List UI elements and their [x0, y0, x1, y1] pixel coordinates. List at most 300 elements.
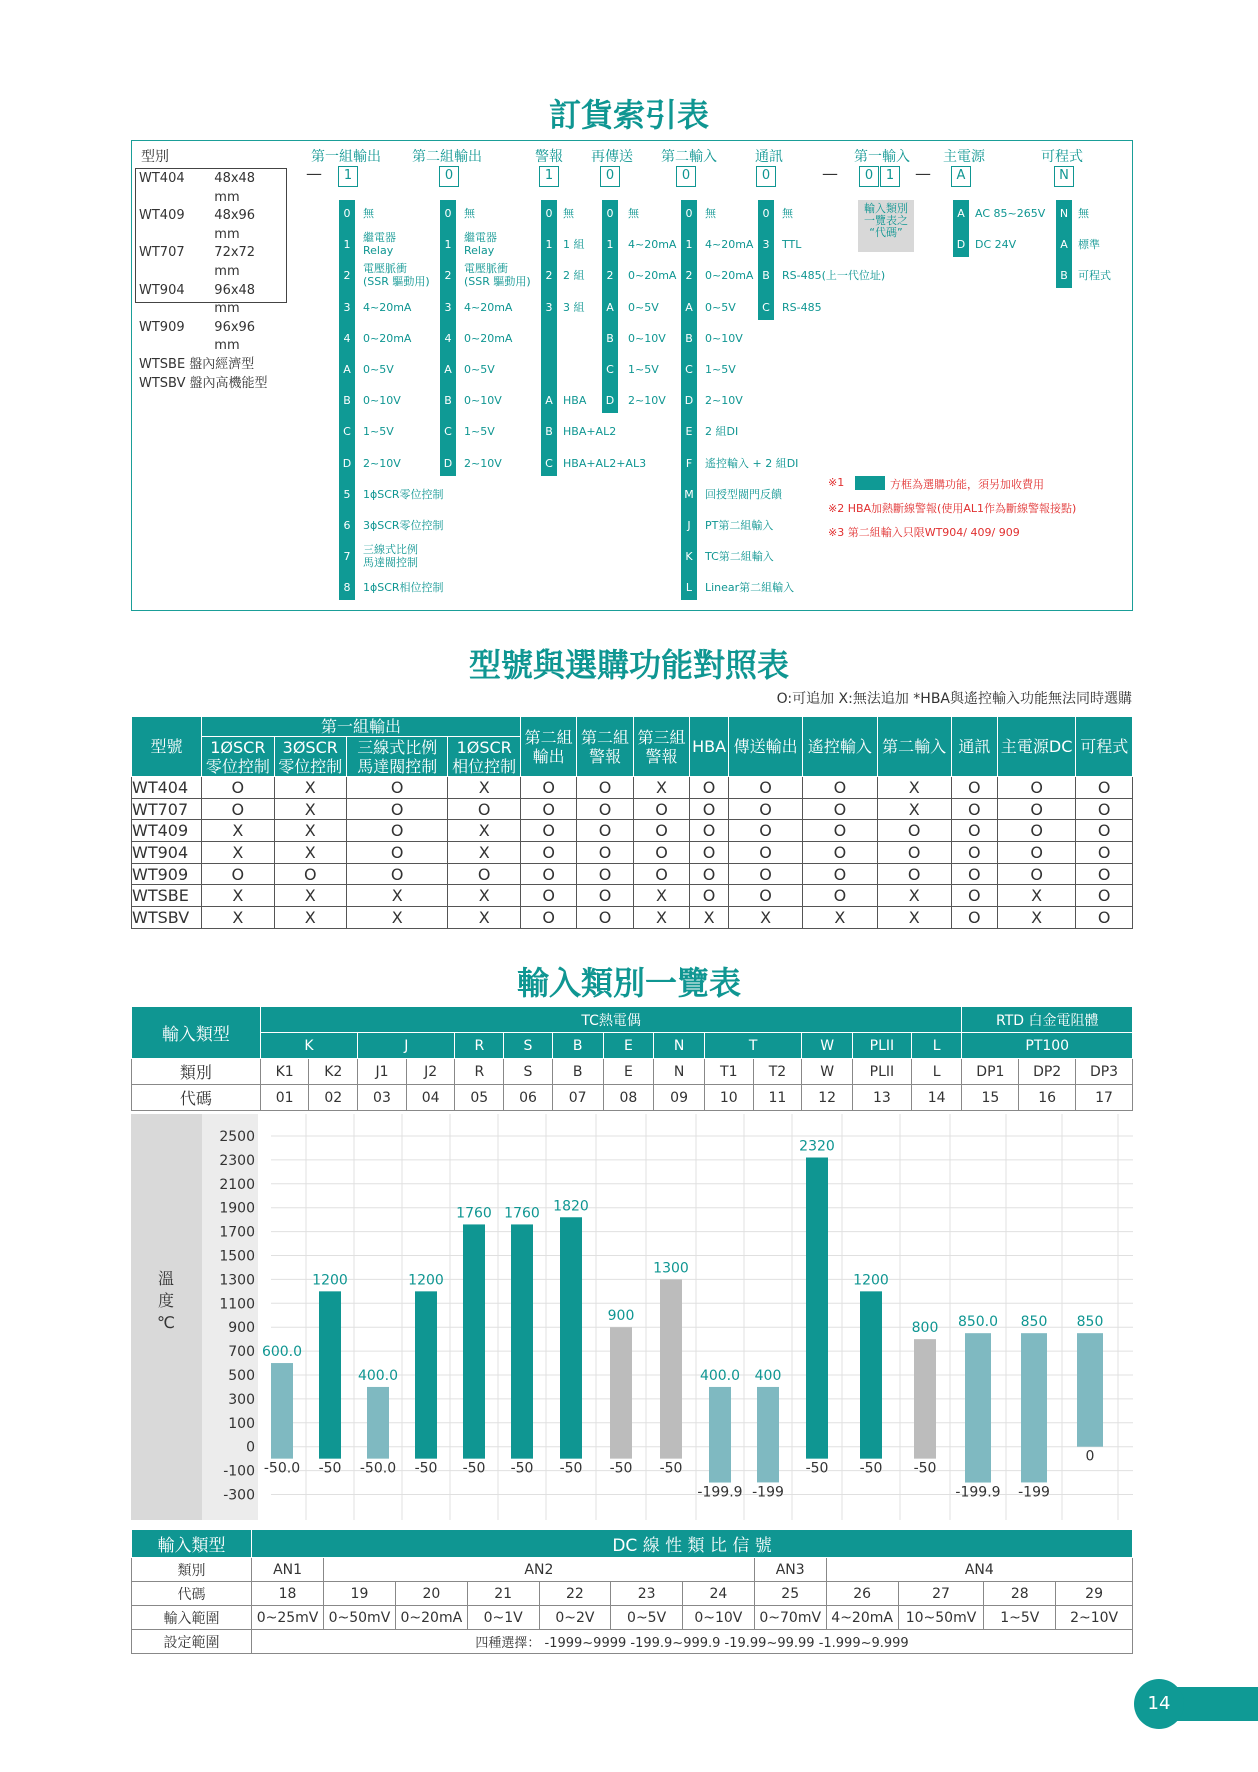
in2-code: C [685, 363, 693, 376]
comm-label: RS-485(上一代位址) [782, 269, 886, 283]
row-value: X [803, 907, 877, 929]
alarm-code: 1 [545, 238, 553, 252]
dc-code: 22 [539, 1582, 611, 1606]
alarm-label: HBA+AL2+AL3 [563, 456, 647, 470]
in2-code: J [687, 519, 691, 532]
header-output1-option: 3ØSCR 零位控制 [274, 737, 346, 777]
header-feature: 第二組 警報 [577, 717, 633, 777]
row-value: O [577, 798, 633, 820]
dc-header-row [132, 1530, 1133, 1558]
category-cell: T1 [704, 1059, 753, 1085]
max-value-label: 2320 [799, 1138, 835, 1155]
retrans-code: C [606, 363, 614, 376]
code-box: 1 [880, 166, 900, 187]
category-cell: S [504, 1059, 553, 1085]
alarm-label: HBA [563, 394, 587, 408]
out2-label: 電壓脈衝 (SSR 驅動用) [464, 262, 531, 289]
header-feature: 主電源DC [997, 717, 1076, 777]
input-code-row [132, 1085, 1133, 1111]
retrans-label: 4~20mA [628, 238, 677, 252]
row-value: O [803, 842, 877, 864]
row-value: O [690, 863, 729, 885]
out2-label: 0~5V [464, 363, 495, 376]
row-value: O [346, 798, 447, 820]
model-spec: 48x96 mm [214, 208, 256, 242]
row-value: O [448, 863, 520, 885]
retrans-label: 0~10V [628, 331, 666, 345]
category-cell: DP3 [1076, 1059, 1133, 1085]
input-category-row [132, 1059, 1133, 1085]
header-category: 類別 [132, 1059, 261, 1085]
out2-code: 0 [444, 207, 452, 220]
comm-code: 3 [762, 238, 770, 252]
min-value-label: -50.0 [263, 1460, 301, 1477]
dc-code: 20 [395, 1582, 467, 1606]
alarm-code: 2 [545, 269, 553, 283]
range-bar [965, 1333, 991, 1482]
input-header-row [132, 1007, 1133, 1033]
row-value: X [274, 798, 346, 820]
row-value: O [520, 842, 576, 864]
code-cell: 10 [704, 1085, 753, 1111]
group-label: B [552, 1033, 603, 1059]
row-value: O [633, 798, 689, 820]
model-type-row [139, 356, 283, 375]
dc-code: 23 [611, 1582, 683, 1606]
row-value: X [274, 885, 346, 907]
range-bar [415, 1291, 437, 1458]
in2-code: 1 [685, 238, 693, 252]
alarm-label: 2 組 [563, 269, 585, 283]
dc-range: 0~70mV [754, 1606, 826, 1630]
header-feature: HBA [690, 717, 729, 777]
in2-code: D [684, 394, 694, 408]
alarm-label: 3 組 [563, 300, 585, 314]
model-spec: 盤內高機能型 [189, 375, 268, 391]
in2-code: F [685, 456, 693, 470]
row-value: O [448, 798, 520, 820]
dc-linear-table [131, 1529, 1133, 1654]
comparison-header-row [132, 717, 1133, 737]
y-tick-label: 1300 [219, 1272, 255, 1289]
out1-label: 1~5V [363, 425, 394, 439]
range-bar [1077, 1333, 1103, 1447]
row-value: X [448, 907, 520, 929]
out1-code: C [343, 425, 351, 439]
out2-code: A [444, 363, 452, 376]
row-value: O [202, 798, 274, 820]
row-value: X [448, 777, 520, 799]
code-box: 0 [600, 166, 620, 187]
y-tick-label: 100 [228, 1415, 255, 1432]
note-1-swatch [855, 476, 885, 490]
order-header: 第二組輸出 [412, 149, 482, 165]
code-cell: 02 [309, 1085, 358, 1111]
prog-label: 可程式 [1078, 269, 1111, 283]
dc-category: AN4 [826, 1558, 1132, 1582]
max-value-label: 900 [607, 1308, 635, 1325]
code-box: 0 [439, 166, 459, 187]
row-value: O [577, 842, 633, 864]
header-feature: 傳送輸出 [728, 717, 802, 777]
min-value-label: -50 [859, 1460, 883, 1477]
max-value-label: 800 [911, 1320, 939, 1337]
row-value: O [274, 863, 346, 885]
min-value-label: -50 [659, 1460, 683, 1477]
retrans-code: 0 [606, 207, 614, 220]
out1-label: 4~20mA [363, 300, 412, 314]
model-code: WT409 [139, 208, 185, 224]
min-value-label: -199 [752, 1484, 784, 1501]
in2-code: K [685, 550, 693, 564]
dc-header-range: 輸入範圍 [132, 1606, 252, 1630]
out1-code: D [342, 456, 352, 470]
row-value: O [690, 842, 729, 864]
alarm-code: 0 [545, 207, 553, 220]
max-value-label: 1300 [653, 1260, 689, 1277]
group-label: T [704, 1033, 801, 1059]
category-cell: PLII [852, 1059, 911, 1085]
row-value: X [202, 907, 274, 929]
group-label: S [504, 1033, 553, 1059]
group-label: R [455, 1033, 504, 1059]
y-axis-label: 度 [157, 1291, 175, 1310]
input-types-title: 輸入類別一覽表 [516, 964, 741, 1002]
code-cell: 03 [358, 1085, 407, 1111]
row-value: X [274, 820, 346, 842]
dc-header-input: 輸入類型 [132, 1530, 252, 1558]
range-bar [610, 1327, 632, 1458]
row-value: O [346, 820, 447, 842]
out2-label: 繼電器 Relay [464, 231, 497, 258]
comparison-row [132, 863, 1133, 885]
min-value-label: -199.9 [955, 1484, 1001, 1501]
code-cell: 13 [852, 1085, 911, 1111]
row-value: O [803, 777, 877, 799]
row-value: O [1076, 820, 1133, 842]
comparison-row [132, 820, 1133, 842]
min-value-label: 0 [1085, 1448, 1095, 1465]
row-value: O [728, 777, 802, 799]
row-value: O [803, 820, 877, 842]
page-number: 14 [1134, 1679, 1184, 1729]
code-cell: 16 [1019, 1085, 1076, 1111]
row-value: O [803, 885, 877, 907]
out1-label: 0~20mA [363, 331, 412, 345]
model-code: WT904 [139, 282, 185, 298]
range-bar [1021, 1333, 1047, 1482]
alarm-code: B [545, 425, 553, 439]
row-value: O [577, 885, 633, 907]
row-value: X [997, 885, 1076, 907]
in2-code: M [684, 487, 694, 501]
range-bar [709, 1387, 731, 1483]
model-spec: 96x96 mm [214, 319, 256, 354]
row-value: X [877, 777, 951, 799]
row-model: WT707 [132, 798, 202, 820]
row-value: X [274, 907, 346, 929]
out2-code: 2 [444, 269, 452, 283]
alarm-code: A [545, 394, 553, 408]
category-cell: J1 [358, 1059, 407, 1085]
row-value: O [202, 777, 274, 799]
min-value-label: -50 [805, 1460, 829, 1477]
category-cell: DP1 [962, 1059, 1019, 1085]
row-value: O [951, 863, 997, 885]
out1-label: 繼電器 Relay [363, 231, 396, 258]
comparison-row [132, 777, 1133, 799]
order-header: 第二輸入 [661, 149, 717, 165]
order-header: 型別 [141, 149, 169, 165]
row-value: O [633, 842, 689, 864]
model-code: WTSBV [139, 375, 186, 391]
row-value: O [577, 777, 633, 799]
min-value-label: -50 [510, 1460, 534, 1477]
in2-code: 2 [685, 269, 693, 283]
model-type-row [139, 282, 283, 319]
note-1-text: 方框為選購功能，須另加收費用 [890, 478, 1044, 491]
out1-label: 無 [363, 207, 374, 220]
dc-header-code: 代碼 [132, 1582, 252, 1606]
model-type-row [139, 207, 283, 244]
y-tick-label: 500 [228, 1368, 255, 1384]
header-feature: 第二組 輸出 [520, 717, 576, 777]
row-value: O [1076, 885, 1133, 907]
row-value: X [728, 907, 802, 929]
retrans-label: 無 [628, 207, 639, 220]
code-box: 1 [539, 166, 559, 187]
in2-label: 0~5V [705, 300, 736, 314]
alarm-label: 1 組 [563, 238, 585, 252]
power-code: A [957, 207, 965, 220]
row-value: X [274, 777, 346, 799]
retrans-code: B [606, 331, 614, 345]
row-value: O [346, 842, 447, 864]
max-value-label: 600.0 [261, 1344, 303, 1361]
comm-label: TTL [782, 238, 802, 252]
dc-range: 4~20mA [826, 1606, 898, 1630]
dc-code: 28 [984, 1582, 1056, 1606]
row-value: O [803, 863, 877, 885]
comm-label: RS-485 [782, 300, 822, 314]
out1-code: 0 [343, 207, 351, 220]
row-value: O [803, 798, 877, 820]
category-cell: T2 [753, 1059, 802, 1085]
row-value: X [346, 907, 447, 929]
max-value-label: 850 [1076, 1314, 1104, 1331]
row-model: WTSBV [132, 907, 202, 929]
code-cell: 04 [406, 1085, 455, 1111]
dc-code: 21 [467, 1582, 539, 1606]
range-bar [860, 1291, 882, 1458]
header-input-type: 輸入類型 [132, 1007, 261, 1059]
model-spec: 72x72 mm [214, 245, 256, 279]
out1-label: 三線式比例 馬達閥控制 [363, 543, 418, 570]
max-value-label: 400 [754, 1367, 782, 1384]
row-value: O [1076, 907, 1133, 929]
range-bar [511, 1224, 533, 1458]
row-value: X [633, 907, 689, 929]
row-value: O [577, 907, 633, 929]
model-type-row [139, 375, 283, 394]
category-cell: K1 [260, 1059, 309, 1085]
order-header: 警報 [535, 149, 563, 165]
comm-code: 0 [762, 207, 770, 220]
row-value: X [877, 798, 951, 820]
row-value: O [520, 820, 576, 842]
note-3: ※3 第二組輸入只限WT904/ 409/ 909 [828, 526, 1020, 539]
comm-label: 無 [782, 207, 793, 220]
row-value: O [728, 820, 802, 842]
row-value: O [728, 863, 802, 885]
model-type-list [135, 168, 287, 391]
dc-header-title: DC 線 性 類 比 信 號 [252, 1530, 1133, 1558]
header-rtd: RTD 白金電阻體 [962, 1007, 1133, 1033]
model-code: WT707 [139, 245, 185, 261]
out1-code: A [343, 363, 351, 376]
row-value: O [520, 885, 576, 907]
code-cell: 14 [911, 1085, 962, 1111]
dc-range-row [132, 1606, 1133, 1630]
min-value-label: -50 [318, 1460, 342, 1477]
code-box: N [1054, 166, 1074, 187]
range-bar [660, 1279, 682, 1458]
max-value-label: 850 [1020, 1314, 1048, 1331]
dc-range: 0~1V [467, 1606, 539, 1630]
dc-range: 2~10V [1056, 1606, 1133, 1630]
row-model: WT409 [132, 820, 202, 842]
out1-code: 7 [343, 550, 351, 564]
row-value: O [633, 863, 689, 885]
header-output1-option: 1ØSCR 零位控制 [202, 737, 274, 777]
row-value: X [877, 907, 951, 929]
range-bar [757, 1387, 779, 1482]
power-label: AC 85~265V [975, 207, 1046, 220]
alarm-label: HBA+AL2 [563, 425, 617, 439]
category-cell: L [911, 1059, 962, 1085]
out2-label: 2~10V [464, 456, 502, 470]
group-label: W [802, 1033, 853, 1059]
y-tick-label: -100 [223, 1463, 255, 1480]
order-header: 可程式 [1041, 149, 1083, 165]
alarm-code: 3 [545, 300, 553, 314]
dc-category-row [132, 1558, 1133, 1582]
separator-dash: — [822, 164, 838, 183]
dc-category: AN2 [324, 1558, 755, 1582]
row-value: O [1076, 798, 1133, 820]
out1-code: 3 [343, 300, 351, 314]
order-index-title: 訂貨索引表 [548, 96, 709, 134]
y-axis-label: 溫 [157, 1269, 175, 1288]
power-label: DC 24V [975, 238, 1017, 252]
group-label: K [260, 1033, 357, 1059]
in2-code: L [685, 581, 693, 595]
out1-label: 2~10V [363, 456, 401, 470]
max-value-label: 1760 [456, 1205, 492, 1222]
model-type-row [139, 319, 283, 356]
in2-label: 無 [705, 207, 716, 220]
category-cell: B [552, 1059, 603, 1085]
retrans-label: 1~5V [628, 363, 659, 376]
code-box: 1 [338, 166, 358, 187]
out1-label: 0~10V [363, 394, 401, 408]
dc-range: 10~50mV [898, 1606, 984, 1630]
in2-label: 回授型閥門反饋 [705, 487, 782, 501]
max-value-label: 850.0 [957, 1314, 999, 1331]
row-value: X [997, 907, 1076, 929]
model-spec: 96x48 mm [214, 282, 256, 317]
input-group-row [132, 1033, 1133, 1059]
row-value: O [1076, 842, 1133, 864]
comparison-row [132, 907, 1133, 929]
order-header: 第一組輸出 [311, 149, 381, 165]
group-label: L [911, 1033, 962, 1059]
dc-range: 0~5V [611, 1606, 683, 1630]
out1-code: 2 [343, 269, 351, 283]
comparison-row [132, 798, 1133, 820]
group-label: E [603, 1033, 654, 1059]
code-cell: 09 [654, 1085, 705, 1111]
row-value: O [346, 863, 447, 885]
max-value-label: 1200 [312, 1272, 348, 1289]
row-value: X [202, 820, 274, 842]
header-output1: 第一組輸出 [202, 717, 521, 737]
dc-code: 19 [324, 1582, 396, 1606]
in2-label: 2 組DI [705, 425, 739, 439]
dc-range: 0~20mA [395, 1606, 467, 1630]
y-tick-label: 2100 [219, 1176, 255, 1193]
dc-header-set: 設定範圍 [132, 1630, 252, 1654]
header-feature: 可程式 [1076, 717, 1133, 777]
alarm-code: C [545, 456, 553, 470]
row-value: X [448, 842, 520, 864]
max-value-label: 400.0 [357, 1367, 399, 1384]
model-code: WTSBE [139, 356, 186, 372]
power-code: D [956, 238, 966, 252]
range-bar [319, 1291, 341, 1458]
row-value: O [202, 863, 274, 885]
max-value-label: 1760 [504, 1205, 540, 1222]
in2-label: TC第二組輸入 [705, 550, 774, 564]
order-header: 通訊 [755, 149, 783, 165]
separator-dash: — [306, 164, 322, 183]
comparison-row [132, 885, 1133, 907]
model-type-row [139, 170, 283, 207]
code-cell: 11 [753, 1085, 802, 1111]
model-code: WT909 [139, 319, 185, 335]
code-cell: 17 [1076, 1085, 1133, 1111]
min-value-label: -199.9 [697, 1484, 743, 1501]
row-value: O [690, 777, 729, 799]
category-cell: J2 [406, 1059, 455, 1085]
row-value: O [951, 777, 997, 799]
in2-code: B [685, 331, 693, 345]
row-value: O [951, 885, 997, 907]
retrans-label: 2~10V [628, 394, 666, 408]
out1-code: 6 [343, 519, 351, 532]
dc-set-row [132, 1630, 1133, 1654]
order-header: 主電源 [943, 149, 985, 165]
dc-code: 29 [1056, 1582, 1133, 1606]
input1-note: 輸入類別 一覽表之 “代碼” [864, 202, 908, 239]
input-types-header-table [131, 1006, 1133, 1111]
out1-code: 1 [343, 238, 351, 252]
header-model: 型號 [132, 717, 202, 777]
min-value-label: -50 [913, 1460, 937, 1477]
in2-label: 2~10V [705, 394, 743, 408]
y-tick-label: 1100 [219, 1296, 255, 1313]
out2-label: 1~5V [464, 425, 495, 439]
